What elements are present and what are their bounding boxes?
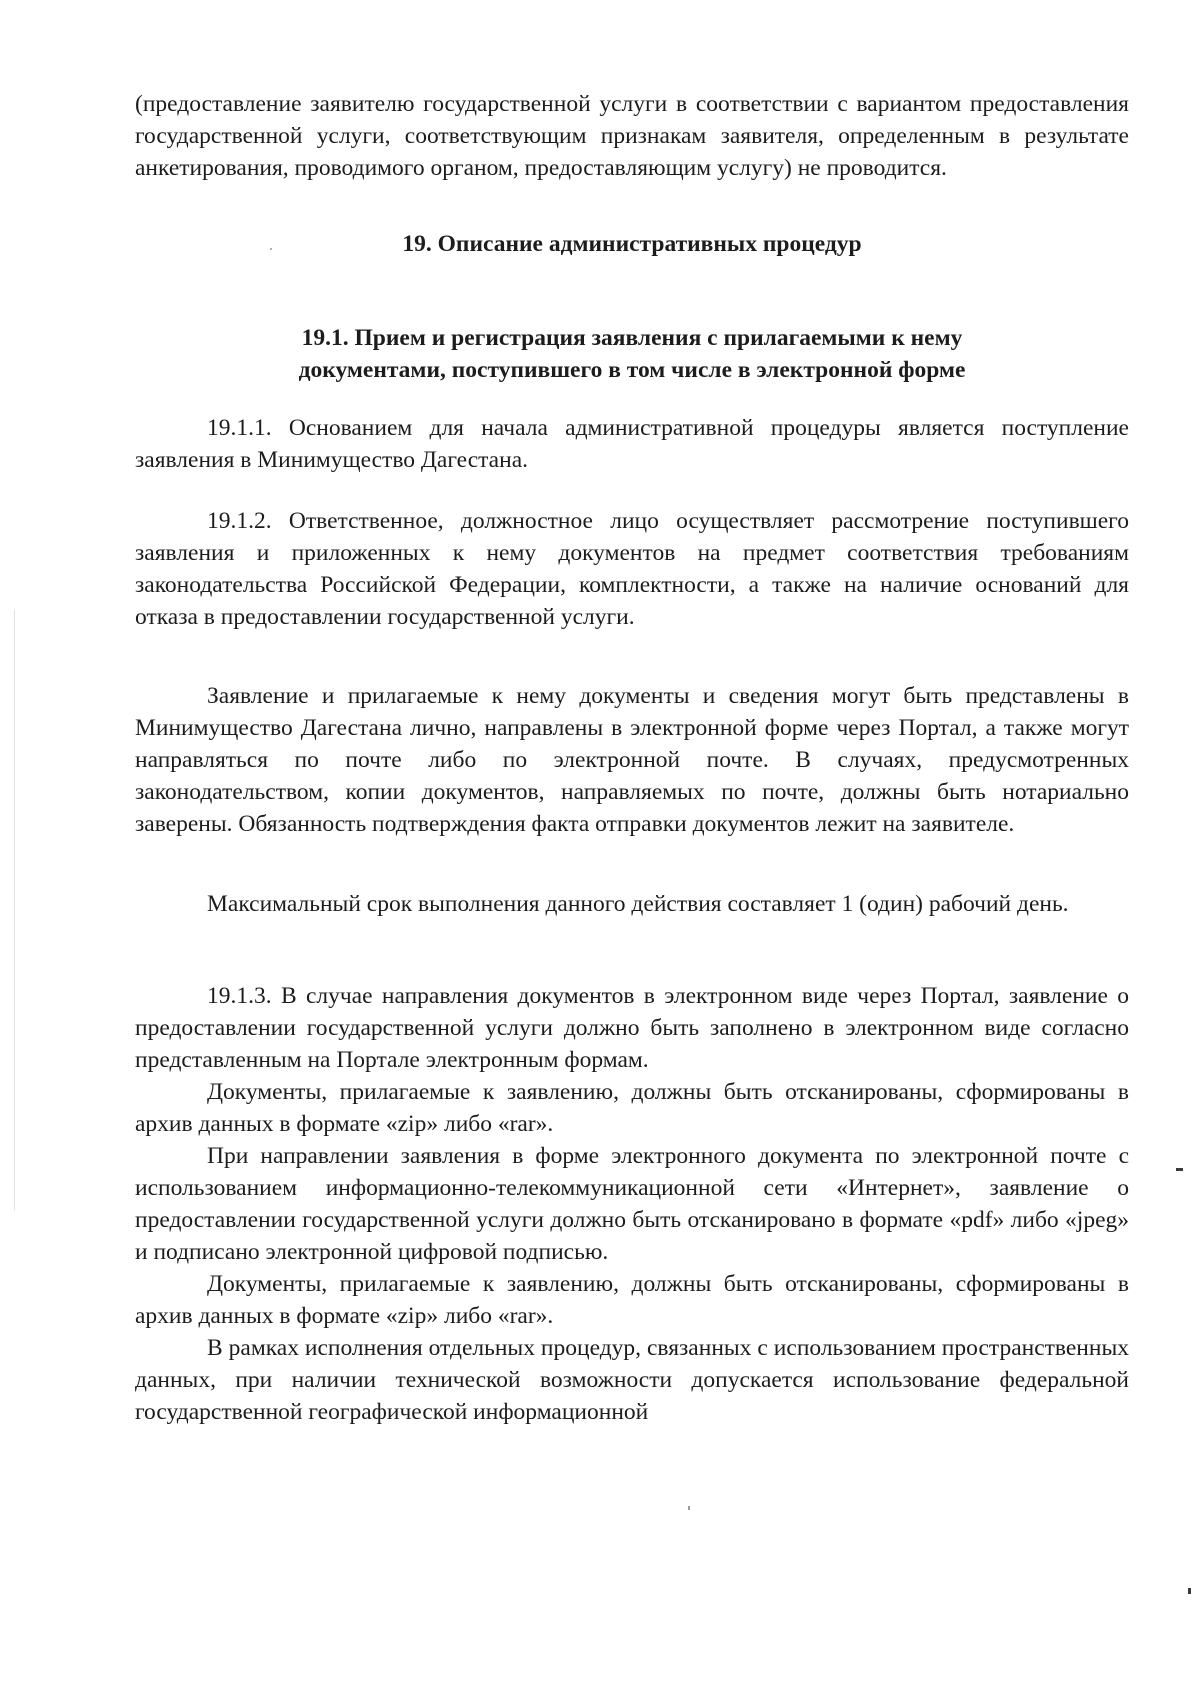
paragraph-docs-scan-1: Документы, прилагаемые к заявлению, должны быть отсканированы, сформированы в архив данных в формате «zip» либо «rar». — [135, 1079, 1129, 1137]
paragraph-docs-scan-2: Документы, прилагаемые к заявлению, должны быть отсканированы, сформированы в архив данных в формате «zip» либо «rar». — [135, 1271, 1129, 1329]
subsection-heading-line2: документами, поступившего в том числе в электронной форме — [298, 357, 966, 383]
paragraph-email: При направлении заявления в форме электронного документа по электронной почте с использованием информационно-телекоммуникационной сети «Интернет», заявление о предоставлении государственной услуги должно быть отсканировано в формате «pdf» либо «jpeg» и подписано электронной цифровой подписью. — [135, 1143, 1129, 1265]
subsection-heading-line1: 19.1. Прием и регистрация заявления с прилагаемыми к нему — [301, 325, 963, 351]
paragraph-max-term: Максимальный срок выполнения данного действия составляет 1 (один) рабочий день. — [207, 891, 1069, 917]
intro-paragraph — [135, 88, 1129, 184]
paragraph-19-1-3: 19.1.3. В случае направления документов в электронном виде через Портал, заявление о предоставлении государственной услуги должно быть заполнено в электронном виде согласно представленным на Портале электронным формам. — [135, 983, 1129, 1073]
scan-mark — [270, 248, 272, 250]
scan-mark — [1176, 1168, 1183, 1171]
section-heading: 19. Описание административных процедур — [402, 231, 862, 257]
paragraph-19-1-1: 19.1.1. Основанием для начала административной процедуры является поступление заявления в Минимущество Дагестана. — [135, 415, 1129, 473]
scan-mark — [1188, 1588, 1191, 1594]
paragraph-19-1-2: 19.1.2. Ответственное, должностное лицо осуществляет рассмотрение поступившего заявления и приложенных к нему документов на предмет соответствия требованиям законодательства Российской Федерации, комплектности, а также на наличие оснований для отказа в предоставлении государственной услуги. — [135, 508, 1129, 630]
scan-mark — [688, 1506, 690, 1510]
paragraph-spatial: В рамках исполнения отдельных процедур, связанных с использованием пространственных данных, при наличии технической возможности допускается использование федеральной государственной географической информационной — [135, 1335, 1129, 1425]
intro-paragraph-text: (предоставление заявителю государственной услуги в соответствии с вариантом предоставления государственной услуги, соответствующим признакам заявителя, определенным в результате анкетирования, проводимого органом, предоставляющим услугу) не проводится. — [135, 91, 1129, 181]
paragraph-submission: Заявление и прилагаемые к нему документы и сведения могут быть представлены в Минимущество Дагестана лично, направлены в электронной форме через Портал, а также могут направляться по почте либо по электронной почте. В случаях, предусмотренных законодательством, копии документов, направляемых по почте, должны быть нотариально заверены. Обязанность подтверждения факта отправки документов лежит на заявителе. — [135, 683, 1129, 837]
scan-edge-line — [14, 610, 15, 1210]
